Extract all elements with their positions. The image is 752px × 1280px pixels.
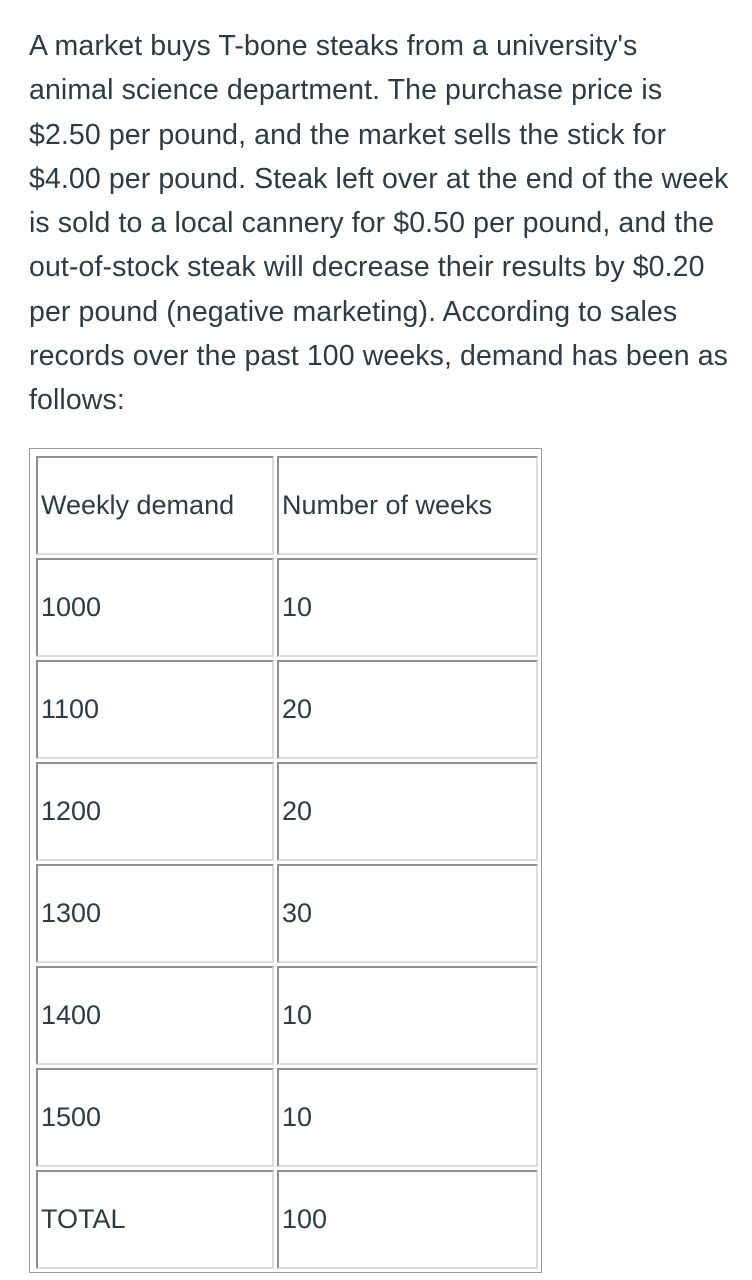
demand-table — [33, 453, 541, 1272]
number-of-weeks-cell: 10 — [277, 558, 538, 657]
weekly-demand-cell: 1100 — [36, 660, 274, 759]
weekly-demand-cell: 1500 — [36, 1068, 274, 1167]
table-total-row — [36, 1170, 538, 1269]
problem-statement: A market buys T-bone steaks from a university's animal science department. The purchase price is $2.50 per pound, and the market sells the stick for $4.00 per pound. Steak left over at the end of the week is sold to a local cannery for $0.50 per pound, and the out-of-stock steak will decrease their results by $0.20 per pound (negative marketing). According to sales records over the past 100 weeks, demand has been as follows: — [29, 30, 729, 417]
table-row — [36, 660, 538, 759]
table-row — [36, 558, 538, 657]
weekly-demand-cell: 1200 — [36, 762, 274, 861]
header-weekly-demand: Weekly demand — [36, 456, 274, 555]
weekly-demand-cell: 1400 — [36, 966, 274, 1065]
table-row — [36, 762, 538, 861]
weekly-demand-cell: 1000 — [36, 558, 274, 657]
number-of-weeks-cell: 20 — [277, 762, 538, 861]
table-row — [36, 1068, 538, 1167]
total-weeks-cell: 100 — [277, 1170, 538, 1269]
number-of-weeks-cell: 10 — [277, 966, 538, 1065]
table-row — [36, 966, 538, 1065]
number-of-weeks-cell: 30 — [277, 864, 538, 963]
table-header-row — [36, 456, 538, 555]
number-of-weeks-cell: 10 — [277, 1068, 538, 1167]
total-label-cell: TOTAL — [36, 1170, 274, 1269]
weekly-demand-cell: 1300 — [36, 864, 274, 963]
table-row — [36, 864, 538, 963]
header-number-of-weeks: Number of weeks — [277, 456, 538, 555]
demand-table-frame — [29, 448, 542, 1273]
number-of-weeks-cell: 20 — [277, 660, 538, 759]
